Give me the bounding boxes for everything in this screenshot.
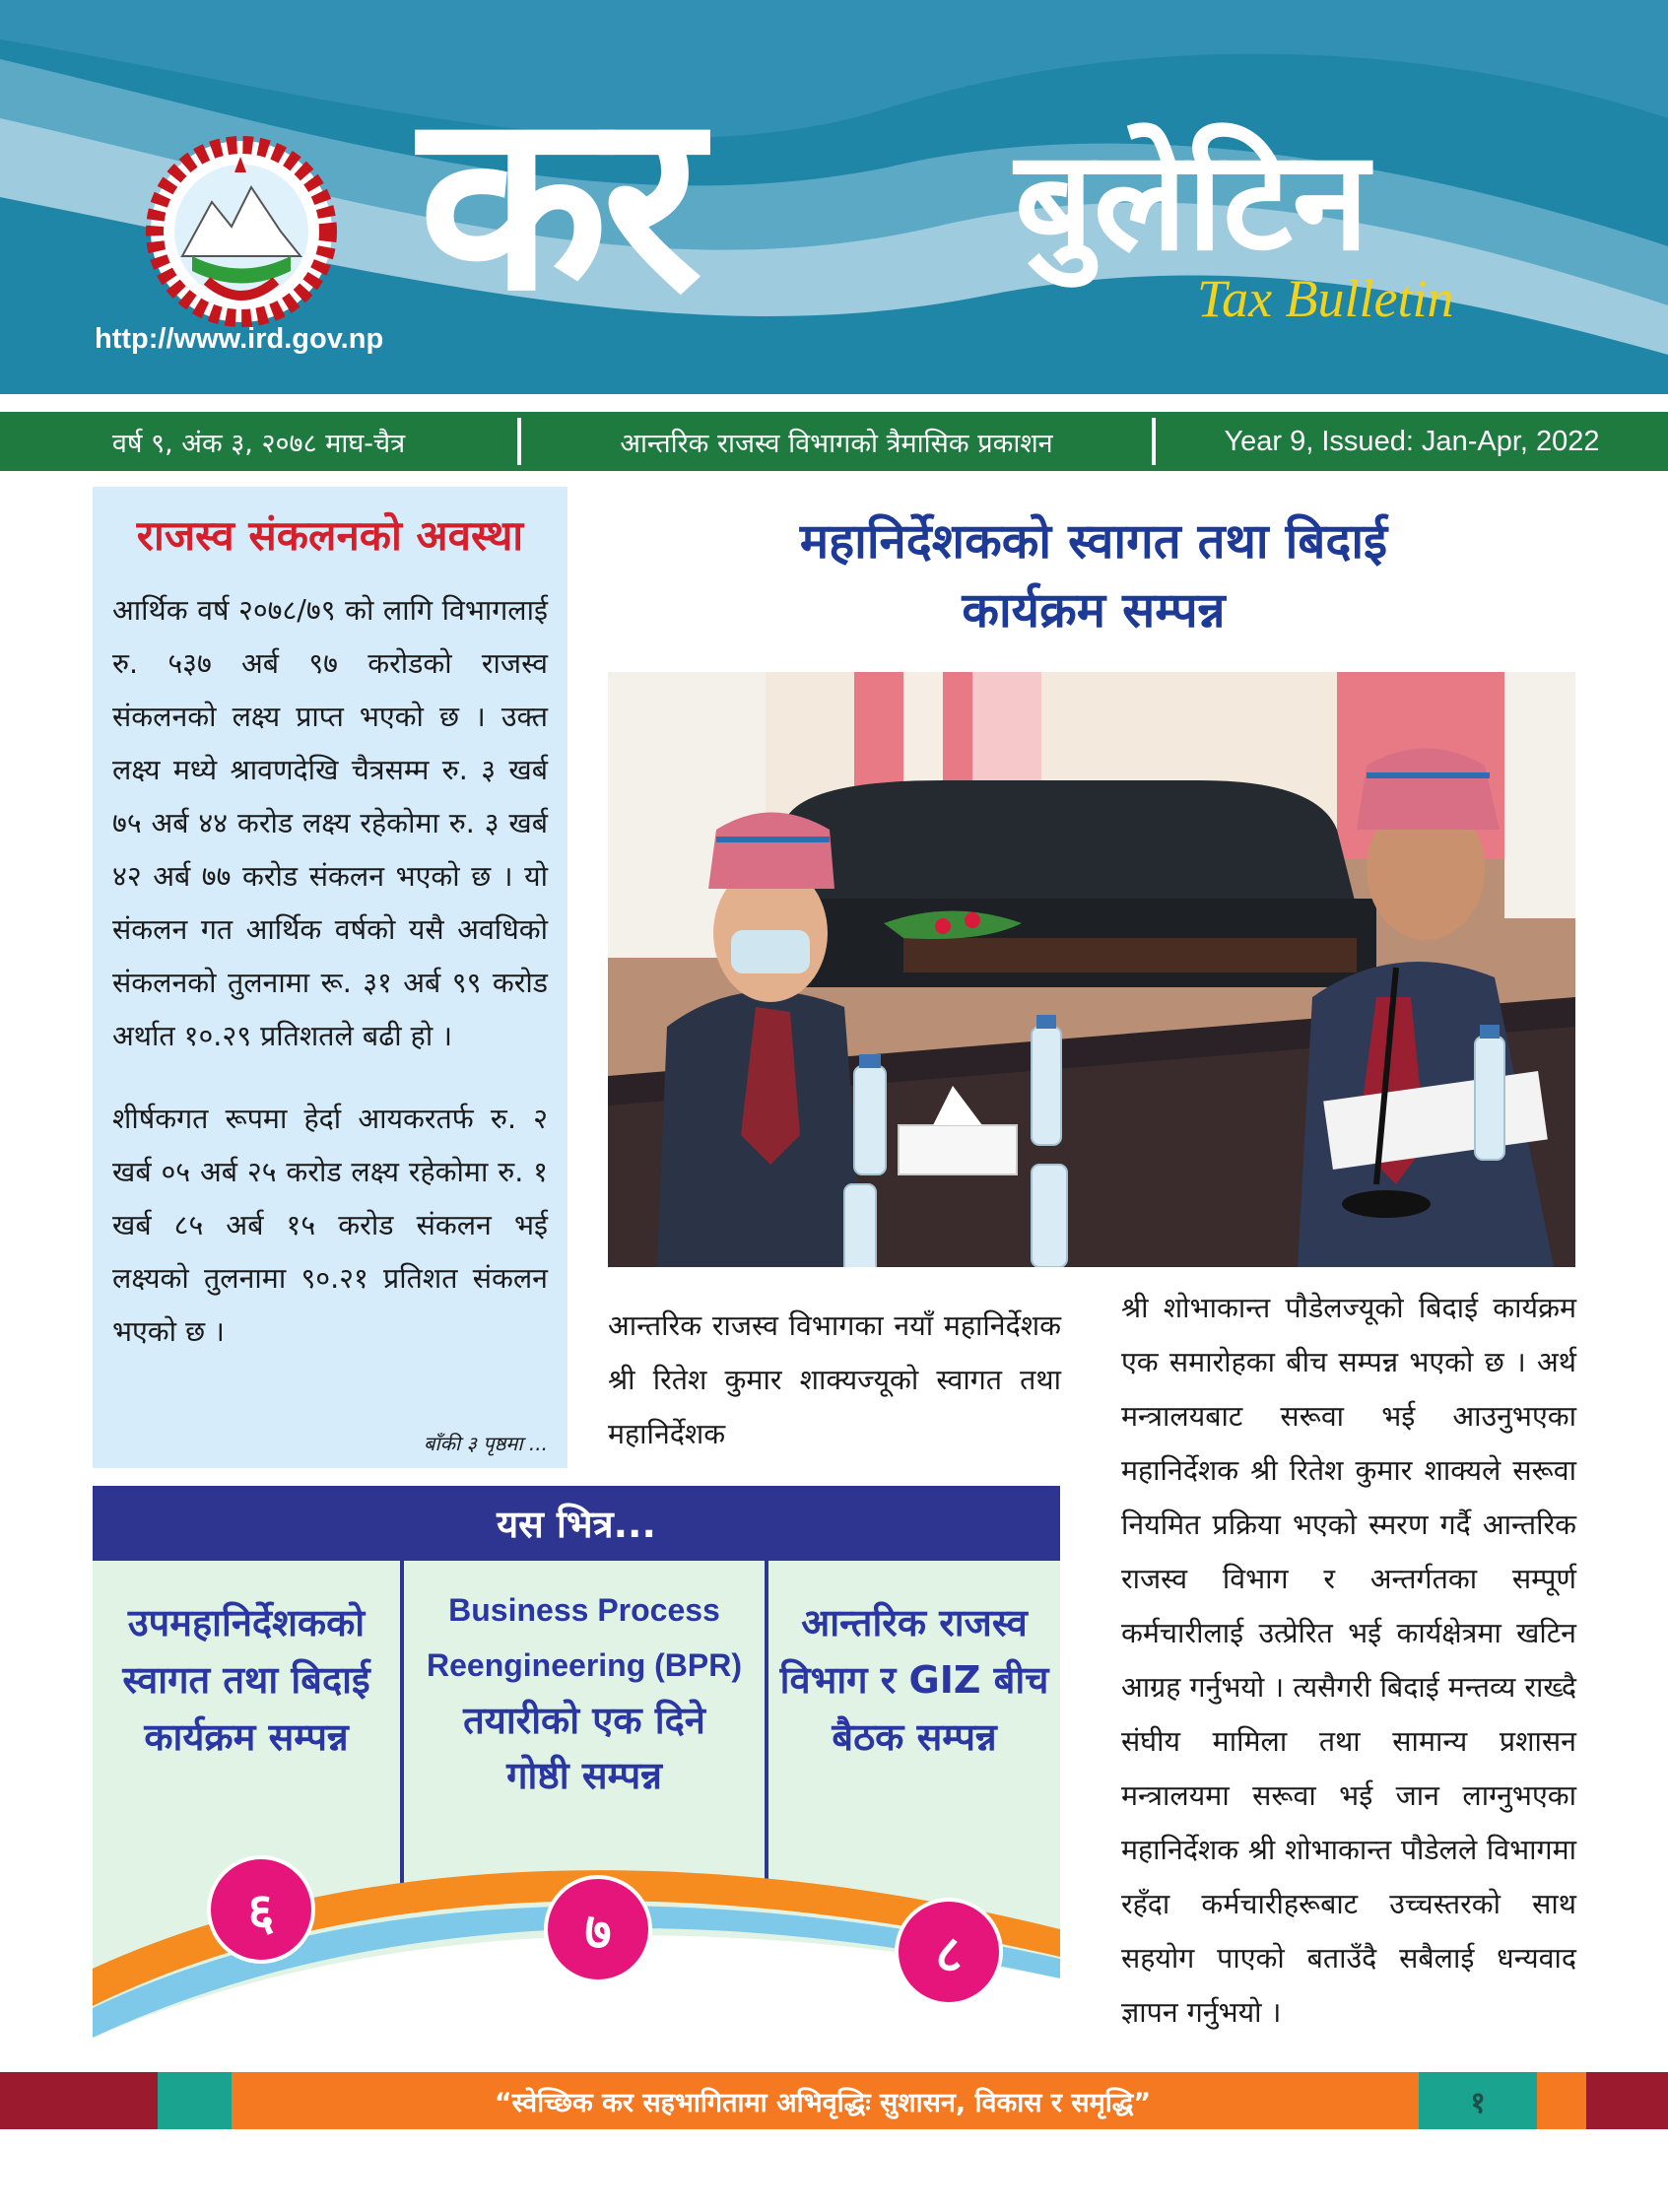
footer-band xyxy=(0,2072,1668,2129)
page-number: १ xyxy=(1470,2085,1486,2120)
inside-item-1-page-badge[interactable]: ६ xyxy=(207,1855,315,1964)
inside-item-1-line-2: स्वागत तथा बिदाई xyxy=(122,1658,370,1702)
inside-item-2-line-3: तयारीको एक दिने xyxy=(463,1699,705,1742)
inside-item-3[interactable] xyxy=(768,1594,1060,1766)
inside-item-3-line-1: आन्तरिक राजस्व xyxy=(801,1601,1028,1644)
article-column-middle: आन्तरिक राजस्व विभागका नयाँ महानिर्देशक श्री रितेश कुमार शाक्यज्यूको स्वागत तथा महानिर्देशक xyxy=(608,1309,1061,1450)
footer-segment-maroon xyxy=(0,2072,158,2129)
footer-segment-teal xyxy=(158,2072,232,2129)
revenue-box-title: राजस्व संकलनको अवस्था xyxy=(136,511,524,560)
inside-item-2-page-badge[interactable]: ७ xyxy=(544,1875,652,1983)
inside-item-1[interactable] xyxy=(93,1594,400,1766)
footer-segment-maroon-right xyxy=(1586,2072,1668,2129)
masthead-title-english: Tax Bulletin xyxy=(1197,269,1454,328)
footer-segment-orange-right xyxy=(1537,2072,1586,2129)
issue-publication: आन्तरिक राजस्व विभागको त्रैमासिक प्रकाशन xyxy=(620,428,1053,459)
inside-item-3-line-2: विभाग र GIZ बीच xyxy=(779,1658,1049,1702)
article-headline xyxy=(631,507,1557,645)
revenue-paragraph-1: आर्थिक वर्ष २०७८/७९ को लागि विभागलाई रु. ५३७ अर्ब ९७ करोडको राजस्व संकलनको लक्ष्य प्राप्त भएको छ । उक्त लक्ष्य मध्ये श्रावणदेखि चैत्रसम्म रु. ३ खर्ब ७५ अर्ब ४४ करोड लक्ष्य रहेकोमा रु. ३ खर्ब ४२ अर्ब ७७ करोड संकलन भएको छ । यो संकलन गत आर्थिक वर्षको यसै अवधिको संकलनको तुलनामा रू. ३१ अर्ब ९९ करोड अर्थात १०.२९ प्रतिशतले बढी हो । xyxy=(112,594,548,1052)
inside-item-2-line-4: गोष्ठी सम्पन्न xyxy=(506,1754,662,1797)
masthead-title-kar: कर xyxy=(419,58,698,345)
article-column-right: श्री शोभाकान्त पौडेलज्यूको बिदाई कार्यक्रम एक समारोहका बीच सम्पन्न भएको छ । अर्थ मन्त्रालयबाट सरूवा भई आउनुभएका महानिर्देशक श्री रितेश कुमार शाक्यले सरूवा नियमित प्रक्रिया भएको स्मरण गर्दै आन्तरिक राजस्व विभाग र अन्तर्गतका सम्पूर्ण कर्मचारीलाई उत्प्रेरित भई कार्यक्षेत्रमा खटिन आग्रह गर्नुभयो । त्यसैगरी बिदाई मन्तव्य राख्दै संघीय मामिला तथा सामान्य प्रशासन मन्त्रालयमा सरूवा भई जान लाग्नुभएका महानिर्देशक श्री शोभाकान्त पौडेलले विभागमा रहँदा कर्मचारीहरूबाट उच्चस्तरको साथ सहयोग पाएको बताउँदै सबैलाई धन्यवाद ज्ञापन गर्नुभयो । xyxy=(1121,1292,1576,2029)
inside-this-issue-box xyxy=(93,1486,1060,2055)
issue-nepali-date: वर्ष ९, अंक ३, २०७८ माघ-चैत्र xyxy=(111,428,406,459)
inside-item-2[interactable] xyxy=(404,1582,765,1803)
masthead xyxy=(0,0,1668,394)
meeting-photo-illustration xyxy=(608,672,1575,1267)
issue-english: Year 9, Issued: Jan-Apr, 2022 xyxy=(1224,425,1600,457)
inside-header-title: यस भित्र... xyxy=(497,1503,656,1546)
continued-note: बाँकी ३ पृष्ठमा ... xyxy=(424,1432,548,1455)
inside-item-3-line-3: बैठक सम्पन्न xyxy=(832,1715,997,1759)
meeting-photo xyxy=(608,672,1575,1267)
revenue-status-box xyxy=(93,487,567,1468)
masthead-title-bulletin: बुलेटिन xyxy=(1015,121,1369,282)
inside-item-1-line-1: उपमहानिर्देशकको xyxy=(127,1601,366,1644)
inside-item-1-line-3: कार्यक्रम सम्पन्न xyxy=(144,1715,349,1759)
issue-info-bar xyxy=(0,412,1668,471)
inside-item-2-line-2: Reengineering (BPR) xyxy=(426,1647,743,1683)
inside-item-2-line-1: Business Process xyxy=(448,1592,720,1628)
inside-item-3-page-badge[interactable]: ८ xyxy=(895,1898,1003,2006)
revenue-paragraph-2: शीर्षकगत रूपमा हेर्दा आयकरतर्फ रु. २ खर्ब ०५ अर्ब २५ करोड लक्ष्य रहेकोमा रु. १ खर्ब ८५ अर्ब १५ करोड संकलन भई लक्ष्यको तुलनामा ९०.२१ प्रतिशत संकलन भएको छ । xyxy=(112,1103,548,1348)
nepal-emblem-icon xyxy=(138,133,345,340)
website-url: http://www.ird.gov.np xyxy=(95,323,384,355)
footer-slogan: “स्वेच्छिक कर सहभागितामा अभिवृद्धिः सुशासन, विकास र समृद्धि” xyxy=(494,2087,1152,2118)
headline-line-1: महानिर्देशकको स्वागत तथा बिदाई xyxy=(799,513,1388,570)
headline-line-2: कार्यक्रम सम्पन्न xyxy=(962,582,1226,638)
